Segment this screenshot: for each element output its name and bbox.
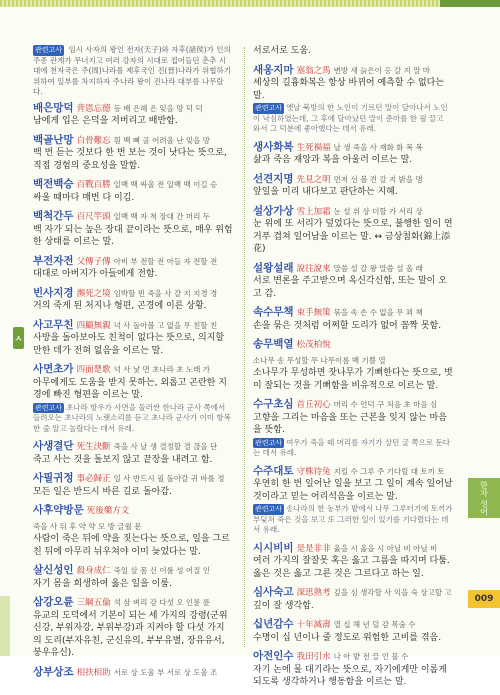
idiom-reading: 넉 사 돌아볼 고 없을 무 친할 친 (113, 320, 218, 330)
idiom-reading: 임박할 빈 죽을 사 갈 지 지경 경 (113, 288, 218, 298)
idiom-definition: 삶과 죽음 재앙과 복을 아울러 이르는 말. (253, 155, 413, 165)
idiom-hanja: 白骨難忘 (76, 135, 111, 146)
idiom-word: 사후약방문 (33, 504, 84, 516)
idiom-hanja: 瀕死之境 (76, 288, 111, 299)
idiom-hanja: 背恩忘德 (76, 103, 111, 114)
idiom-definition: 거의 죽게 된 처지나 형편, 곤경에 이른 상황. (33, 301, 207, 311)
idiom-heading (33, 287, 233, 301)
idiom-word: 사필귀정 (33, 472, 74, 484)
idiom-definition: 고향을 그리는 마음을 또는 근본을 잊지 않는 마음을 뜻함. (253, 412, 447, 435)
idiom-reading: 죽을 사 날 생 결정할 결 끊을 단 (113, 442, 218, 451)
idiom-definition: 여러 가지의 잘잘못 혹은 옳고 그름을 따지며 다툼. 옳은 것은 옳고 그른 것은 그르다고 하는 일. (253, 556, 450, 579)
idiom-heading (253, 306, 453, 320)
idiom-entry (253, 465, 453, 536)
idiom-entry (253, 262, 453, 301)
idiom-definition: 앞일을 미리 내다보고 판단하는 지혜. (253, 187, 398, 197)
idiom-entry (33, 363, 233, 434)
idiom-entry (33, 319, 233, 358)
idiom-entry (33, 178, 233, 204)
idiom-heading (33, 596, 233, 610)
idiom-entry (253, 586, 453, 612)
idiom-definition: 유교의 도덕에서 기본이 되는 세 가지의 강령(군위신강, 부위자강, 부위부강)과 지켜야 할 다섯 가지의 도리(부자유친, 군신유의, 부부유별, 장유유서, 붕우유신). (33, 610, 228, 658)
idiom-definition: 서로 변론을 주고받으며 옥신각신함, 또는 말이 오고 감. (253, 276, 447, 299)
idiom-heading (253, 173, 453, 187)
idiom-word: 부전자전 (33, 254, 74, 267)
section-marker: ㅅ (13, 327, 24, 349)
idiom-heading (33, 134, 233, 148)
idiom-hanja: 松茂柏悅 (296, 340, 331, 350)
idiom-word: 새옹지마 (253, 63, 294, 76)
idiom-heading (253, 64, 453, 78)
origin-note (253, 438, 453, 459)
idiom-entry (33, 134, 233, 173)
idiom-entry (33, 666, 233, 680)
idiom-word: 아전인수 (253, 650, 294, 662)
idiom-word: 시시비비 (253, 541, 294, 554)
idiom-reading: 열 십 해 년 덜 감 목숨 수 (333, 620, 416, 629)
idiom-word: 백척간두 (33, 210, 74, 222)
idiom-hanja: 雪上加霜 (296, 206, 331, 217)
idiom-heading (33, 319, 233, 333)
idiom-definition: 아무에게도 도움을 받지 못하는, 외롭고 곤란한 지경에 빠진 형편을 이르는 말. (33, 377, 227, 400)
idiom-definition: 세상의 길흉화복은 항상 바뀌어 예측할 수 없다는 말. (253, 78, 445, 101)
idiom-heading (253, 398, 453, 412)
idiom-entry (33, 102, 233, 128)
idiom-entry (253, 173, 453, 199)
idiom-heading (33, 210, 233, 224)
idiom-definition: 자기 논에 물 대기라는 뜻으로, 자기에게만 이롭게 되도록 생각하거나 행동함을 이르는 말. (253, 664, 447, 687)
idiom-definition: 눈 위에 또 서리가 덮었다는 뜻으로, 불행한 일이 연거푸 겹쳐 일어남을 이르는 말. ↔ 금상첨화(錦上添花) (253, 219, 453, 254)
idiom-word: 수구초심 (253, 398, 294, 410)
idiom-heading (253, 586, 453, 600)
idiom-hanja: 殺身成仁 (76, 566, 111, 576)
idiom-reading: 깊을 심 생각할 사 익을 숙 상고할 고 (333, 588, 452, 597)
idiom-hanja: 是是非非 (296, 543, 331, 554)
idiom-hanja: 塞翁之馬 (296, 65, 331, 76)
idiom-definition: 소나무가 무성하면 잣나무가 기뻐한다는 뜻으로, 벗이 잘되는 것을 기뻐함을 비유적으로 이르는 말. (253, 368, 453, 391)
idiom-hanja: 深思熟考 (296, 588, 331, 598)
idiom-definition: 백 번 듣는 것보다 한 번 보는 것이 낫다는 뜻으로, 직접 경험의 중요성을 말함. (33, 148, 227, 171)
idiom-word: 선견지명 (253, 172, 294, 185)
idiom-word: 빈사지경 (33, 286, 74, 299)
origin-tag: 관련고사 (255, 104, 283, 112)
idiom-entry (33, 596, 233, 660)
idiom-heading (253, 262, 453, 276)
idiom-reading: 넉 사 낯 면 초나라 초 노래 가 (113, 365, 210, 374)
continuation-text: 서로서로 도움. (253, 46, 311, 56)
idiom-word: 속수무책 (253, 306, 294, 318)
side-tab: 한자 성어 (468, 478, 500, 518)
idiom-reading: 서로 상 도울 부 서로 상 도울 조 (113, 667, 218, 677)
idiom-definition: 백 자가 되는 높은 장대 끝이라는 뜻으로, 매우 위험한 상태를 이르는 말. (33, 224, 233, 247)
origin-text: 송나라의 한 농부가 밭에서 나무 그루터기에 토끼가 부딪쳐 죽은 것을 보고 또 그러한 일이 있기를 기다렸다는 데서 유래. (253, 504, 453, 534)
idiom-word: 설왕설래 (253, 261, 294, 274)
idiom-word: 생사화복 (253, 140, 294, 153)
idiom-hanja: 百尺竿頭 (76, 212, 111, 222)
idiom-hanja: 守株待兔 (296, 466, 331, 477)
idiom-definition: 깊이 잘 생각함. (253, 600, 314, 611)
idiom-entry (253, 306, 453, 332)
intro-text: 임시 사자의 왕인 전자(天子)와 자후(諸侯)가 인의 주종 관계가 무너지고 여러 강자의 시대로 접어들던 춘추 시대에 천자국은 주(周)나라를 제후국인 진(晉)나라가 위협하기 위하여 일부를 차지하자 주나라 왕이 진나라 대부를 나무랐다. (33, 45, 232, 96)
column-divider (244, 47, 245, 647)
idiom-reading: 옳을 시 옳을 시 아닐 비 아닐 비 (333, 543, 438, 553)
idiom-hanja: 四顧無親 (76, 320, 111, 331)
idiom-hanja: 首丘初心 (296, 400, 331, 410)
idiom-definition: 손을 묶은 것처럼 어쩌할 도리가 없어 꼼짝 못함. (253, 320, 442, 331)
origin-note (253, 103, 453, 135)
idiom-word: 사고무친 (33, 318, 74, 331)
idiom-word: 심사숙고 (253, 586, 294, 598)
idiom-word: 상부상조 (33, 665, 74, 678)
origin-text: 초나라 항우가 사면을 둘러싼 한나라 군사 쪽에서 들려오는 초나라의 노랫소리를 듣고 초나라 군사가 이미 항복한 줄 알고 놀랐다는 데서 유래. (33, 402, 231, 433)
idiom-reading: 죽을 사 뒤 후 약 약 모 방 글월 문 (33, 521, 142, 531)
idiom-definition: 우연히 한 번 일어난 일을 보고 그 일이 계속 일어날 것이라고 믿는 어리석음을 이르는 말. (253, 479, 453, 502)
idiom-word: 삼강오륜 (33, 596, 74, 608)
idiom-entry (253, 338, 453, 392)
idiom-word: 살신성인 (33, 564, 74, 576)
intro-tag: 관련고사 (35, 46, 63, 54)
idiom-entry (253, 64, 453, 135)
idiom-reading: 소나무 송 무성할 무 나무이름 백 기쁠 열 (253, 355, 386, 365)
idiom-hanja: 說往說來 (296, 263, 331, 274)
idiom-entry (33, 440, 233, 466)
origin-text: 여우가 죽을 때 머리를 자기가 살던 굴 쪽으로 둔다는 데서 유래. (253, 437, 451, 457)
idiom-reading: 묶을 속 손 수 없을 무 꾀 책 (333, 308, 423, 317)
idiom-entry (33, 255, 233, 281)
origin-text: 옛날 북방의 한 노인이 기르던 말이 달아나서 노인이 낙심하였는데, 그 후에 달아났던 말이 준마를 한 필 끌고 와서 그 덕분에 좋아했다는 데서 유래. (253, 103, 448, 133)
idiom-word: 사면초가 (33, 363, 74, 375)
idiom-hanja: 事必歸正 (76, 474, 111, 484)
idiom-entry (253, 141, 453, 167)
idiom-entry (33, 504, 233, 558)
idiom-heading (33, 666, 233, 680)
idiom-hanja: 生死禍福 (296, 142, 331, 153)
idiom-hanja: 死生決斷 (76, 442, 111, 452)
idiom-reading: 머리 수 언덕 구 처음 초 마음 심 (333, 400, 438, 409)
idiom-hanja: 相扶相助 (76, 667, 111, 678)
origin-tag: 관련고사 (255, 505, 283, 513)
idiom-hanja: 我田引水 (296, 652, 331, 662)
idiom-reading: 지킬 수 그루 주 기다릴 대 토끼 토 (333, 466, 445, 476)
idiom-heading (253, 465, 453, 479)
idiom-hanja: 百戰百勝 (76, 180, 111, 190)
idiom-hanja: 四面楚歌 (76, 365, 111, 375)
idiom-reading: 변방 새 늙은이 옹 갈 지 말 마 (333, 65, 430, 75)
idiom-reading: 말씀 설 갈 왕 말씀 설 올 래 (333, 263, 423, 273)
idiom-entry (253, 542, 453, 581)
idiom-heading (33, 178, 233, 192)
idiom-heading (253, 618, 453, 632)
idiom-definition: 수명이 십 년이나 줄 정도로 위험한 고비를 겪음. (253, 632, 442, 643)
idiom-hanja: 父傳子傳 (76, 256, 111, 267)
idiom-reading: 나 아 밭 전 끌 인 물 수 (333, 652, 409, 661)
idiom-word: 수주대토 (253, 464, 294, 477)
idiom-heading (33, 255, 233, 269)
idiom-heading (253, 205, 453, 219)
idiom-reading: 아비 부 전할 전 아들 자 전할 전 (113, 256, 218, 266)
idiom-reading: 날 생 죽을 사 재화 화 복 복 (333, 142, 423, 152)
idiom-hanja: 先見之明 (296, 174, 331, 185)
idiom-word: 백전백승 (33, 178, 74, 190)
idiom-definition: 모든 일은 반드시 바른 길로 돌아감. (33, 486, 172, 497)
idiom-definition: 죽고 사는 것을 돌보지 않고 끝장을 내려고 함. (33, 454, 213, 465)
idiom-entry (253, 618, 453, 644)
idiom-hanja: 束手無策 (296, 308, 331, 318)
idiom-word: 백골난망 (33, 133, 74, 146)
idiom-hanja: 三綱五倫 (76, 598, 111, 608)
idiom-heading (33, 102, 233, 116)
idiom-heading (253, 650, 453, 664)
intro-note (33, 45, 233, 98)
idiom-entry (33, 472, 233, 498)
idiom-heading (33, 440, 233, 454)
idiom-definition: 대대로 아버지가 아들에게 전함. (33, 269, 158, 279)
page-number: 009 (468, 590, 500, 608)
corner-decoration (0, 596, 10, 656)
idiom-word: 송무백열 (253, 338, 294, 350)
left-column (33, 45, 233, 685)
idiom-hanja: 死後藥方文 (86, 506, 130, 516)
idiom-reading: 일백 백 자 척 장대 간 머리 두 (113, 212, 210, 221)
idiom-word: 설상가상 (253, 204, 294, 217)
idiom-heading (33, 472, 233, 486)
page (0, 7, 500, 687)
origin-tag: 관련고사 (35, 403, 63, 412)
idiom-reading: 등 배 은혜 은 잊을 망 덕 덕 (113, 103, 203, 113)
origin-tag: 관련고사 (255, 438, 283, 447)
idiom-definition: 사방을 돌아보아도 친척이 없다는 뜻으로, 의지할 만한 데가 전혀 없음을 이르는 말. (33, 333, 225, 356)
idiom-heading (33, 504, 233, 533)
idiom-reading: 죽일 살 몸 신 이룰 성 어질 인 (113, 566, 210, 575)
idiom-entry (253, 205, 453, 256)
idiom-reading: 흰 백 뼈 골 어려울 난 잊을 망 (113, 135, 210, 145)
idiom-heading (253, 338, 453, 367)
idiom-entry (33, 564, 233, 590)
idiom-definition: 남에게 입은 은덕을 저버리고 배반함. (33, 116, 178, 126)
idiom-heading (253, 141, 453, 155)
idiom-word: 배은망덕 (33, 101, 74, 114)
idiom-entry (33, 287, 233, 313)
idiom-reading: 일백 백 싸울 전 일백 백 이길 승 (113, 180, 218, 189)
idiom-reading: 먼저 선 볼 견 갈 지 밝을 명 (333, 174, 423, 184)
idiom-definition: 사람이 죽은 뒤에 약을 짓는다는 뜻으로, 일을 그르친 뒤에 아무리 뉘우쳐야 이미 늦었다는 말. (33, 534, 230, 557)
idiom-word: 십년감수 (253, 618, 294, 630)
idiom-entry (33, 210, 233, 249)
idiom-word: 사생결단 (33, 440, 74, 452)
idiom-heading (33, 363, 233, 377)
right-column (253, 45, 453, 695)
origin-note (253, 504, 453, 536)
top-border-accent (440, 0, 500, 7)
idiom-entry (253, 398, 453, 459)
idiom-definition: 자기 몸을 희생하여 옳은 일을 이룸. (33, 578, 172, 589)
idiom-reading: 눈 설 위 상 더할 가 서리 상 (333, 206, 423, 216)
idiom-heading (253, 542, 453, 556)
origin-note (33, 403, 233, 435)
idiom-reading: 석 삼 벼리 강 다섯 오 인륜 륜 (113, 598, 210, 607)
top-border (0, 0, 500, 7)
idiom-heading (33, 564, 233, 578)
idiom-reading: 일 사 반드시 필 돌아갈 귀 바를 정 (113, 474, 225, 483)
idiom-hanja: 十年減壽 (296, 620, 331, 630)
idiom-definition: 싸울 때마다 매번 다 이김. (33, 192, 135, 203)
